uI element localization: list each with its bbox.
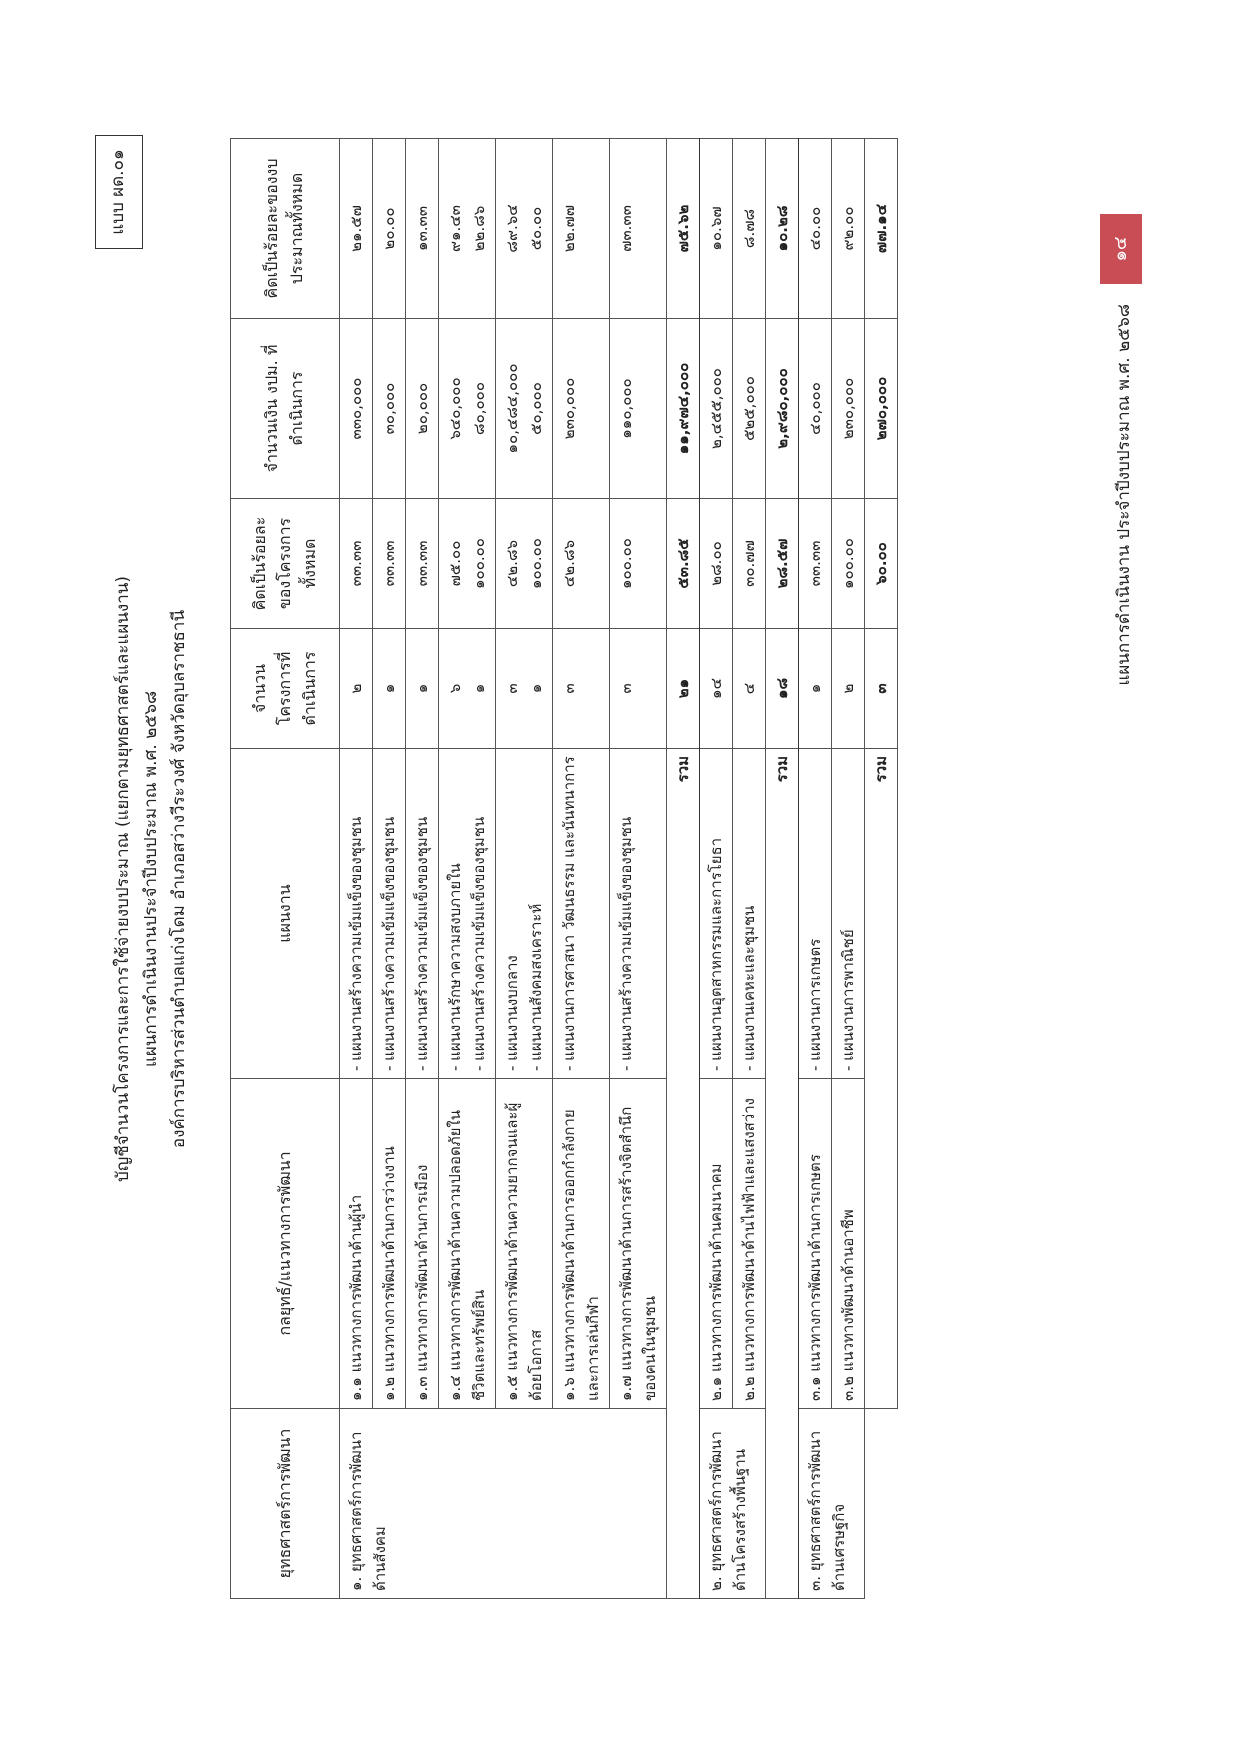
- count-pct-cell: ๗๕.๐๐ ๑๐๐.๐๐: [439, 499, 496, 629]
- table-row: [700, 139, 733, 1599]
- count-pct-cell: ๑๐๐.๐๐: [832, 499, 865, 629]
- count-cell: ๓: [553, 629, 610, 749]
- count-cell: ๒: [340, 629, 373, 749]
- plan-line: - แผนงานรักษาความสงบภายใน: [446, 863, 464, 1071]
- plan-cell: - แผนงานเคหะและชุมชน: [733, 749, 766, 1079]
- subtotal-budget-pct: ๗๗.๑๔: [865, 139, 898, 319]
- plan-cell: - แผนงานสร้างความเข้มแข็งของชุมชน: [406, 749, 439, 1079]
- count-cell: ๑: [406, 629, 439, 749]
- col-header-count-pct: คิดเป็นร้อยละของโครงการทั้งหมด: [231, 499, 340, 629]
- table-header-row: [231, 139, 340, 1599]
- count-pct-cell: ๔๒.๘๖: [553, 499, 610, 629]
- approach-cell: ๑.๕ แนวทางการพัฒนาด้านความยากจนและผู้ด้อยโอกาส: [496, 1079, 553, 1409]
- budget-cell: ๒๐,๐๐๐: [406, 319, 439, 499]
- plan-cell: [496, 749, 553, 1079]
- plan-cell: - แผนงานสร้างความเข้มแข็งของชุมชน: [340, 749, 373, 1079]
- strategy-cell: ๓. ยุทธศาสตร์การพัฒนาด้านเศรษฐกิจ: [799, 1409, 865, 1599]
- table-row: [439, 139, 496, 1599]
- approach-cell: ๓.๑ แนวทางการพัฒนาด้านการเกษตร: [799, 1079, 832, 1409]
- budget-cell: ๑๐,๔๘๔,๐๐๐ ๕๐,๐๐๐: [496, 319, 553, 499]
- subtotal-label: รวม: [865, 749, 898, 1409]
- count-pct-cell: ๔๒.๘๖ ๑๐๐.๐๐: [496, 499, 553, 629]
- subtotal-count: ๑๘: [766, 629, 799, 749]
- budget-cell: ๒๓๐,๐๐๐: [553, 319, 610, 499]
- approach-cell: ๑.๖ แนวทางการพัฒนาด้านการออกกำลังกายและการเล่นกีฬา: [553, 1079, 610, 1409]
- budget-pct-cell: ๒๑.๕๗: [340, 139, 373, 319]
- organization-line: องค์การบริหารส่วนตำบลแก่งโดม อำเภอสว่างวีระวงศ์ จังหวัดอุบลราชธานี: [169, 609, 189, 1149]
- approach-cell: ๑.๔ แนวทางการพัฒนาด้านความปลอดภัยในชีวิตและทรัพย์สิน: [439, 1079, 496, 1409]
- page-footer: แผนการดำเนินงาน ประจำปีงบประมาณ พ.ศ. ๒๕๖๘: [1114, 304, 1134, 686]
- approach-cell: ๑.๒ แนวทางการพัฒนาด้านการว่างงาน: [373, 1079, 406, 1409]
- col-header-budget: จำนวนเงิน งปม. ที่ดำเนินการ: [231, 319, 340, 499]
- subtotal-count-pct: ๖๐.๐๐: [865, 499, 898, 629]
- approach-cell: ๑.๓ แนวทางการพัฒนาด้านการเมือง: [406, 1079, 439, 1409]
- count-pct-cell: ๒๘.๐๐: [700, 499, 733, 629]
- budget-cell: ๒,๔๕๕,๐๐๐: [700, 319, 733, 499]
- plan-cell: [439, 749, 496, 1079]
- approach-cell: ๒.๑ แนวทางการพัฒนาด้านคมนาคม: [700, 1079, 733, 1409]
- project-summary-table: [230, 138, 898, 1599]
- count-cell: ๓ ๑: [496, 629, 553, 749]
- subtotal-count-pct: ๒๘.๕๗: [766, 499, 799, 629]
- subtotal-label: รวม: [667, 749, 700, 1599]
- plan-cell: - แผนงานการพาณิชย์: [832, 749, 865, 1079]
- budget-pct-cell: ๗๓.๓๓: [610, 139, 667, 319]
- count-cell: ๖ ๑: [439, 629, 496, 749]
- table-row: [373, 139, 406, 1599]
- document-title: บัญชีจำนวนโครงการและการใช้จ่ายงบประมาณ (แยกตามยุทธศาสตร์และแผนงาน): [113, 575, 133, 1183]
- subtotal-budget: ๒,๙๘๐,๐๐๐: [766, 319, 799, 499]
- budget-pct-cell: ๒๐.๐๐: [373, 139, 406, 319]
- page-number-badge: ๑๔: [1100, 214, 1142, 284]
- subtotal-budget: ๒๗๐,๐๐๐: [865, 319, 898, 499]
- subtotal-budget: ๑๑,๙๗๔,๐๐๐: [667, 319, 700, 499]
- budget-pct-cell: ๘.๗๘: [733, 139, 766, 319]
- budget-pct-cell: ๑๐.๖๗: [700, 139, 733, 319]
- table-row: [733, 139, 766, 1599]
- subtotal-budget-pct: ๑๐.๒๘: [766, 139, 799, 319]
- budget-pct-cell: ๘๙.๖๔ ๕๐.๐๐: [496, 139, 553, 319]
- subtotal-row: [667, 139, 700, 1599]
- budget-cell: ๓๐,๐๐๐: [373, 319, 406, 499]
- budget-pct-cell: ๑๓.๓๓: [406, 139, 439, 319]
- subtotal-count-pct: ๕๓.๘๕: [667, 499, 700, 629]
- budget-pct-cell: ๔๐.๐๐: [799, 139, 832, 319]
- approach-cell: ๒.๒ แนวทางการพัฒนาด้านไฟฟ้าและแสงสว่าง: [733, 1079, 766, 1409]
- subtotal-label: รวม: [766, 749, 799, 1599]
- table-row: [832, 139, 865, 1599]
- count-pct-cell: ๓๐.๗๗: [733, 499, 766, 629]
- col-header-approach: กลยุทธ์/แนวทางการพัฒนา: [231, 1079, 340, 1409]
- table-row: [340, 139, 373, 1599]
- count-pct-cell: ๓๓.๓๓: [799, 499, 832, 629]
- subtotal-row: [766, 139, 799, 1599]
- count-cell: ๔: [733, 629, 766, 749]
- table-row: [799, 139, 832, 1599]
- plan-line: - แผนงานสังคมสงเคราะห์: [527, 903, 545, 1071]
- approach-cell: ๓.๒ แนวทางพัฒนาด้านอาชีพ: [832, 1079, 865, 1409]
- plan-line: - แผนงานงบกลาง: [503, 955, 521, 1071]
- plan-cell: - แผนงานสร้างความเข้มแข็งของชุมชน: [373, 749, 406, 1079]
- col-header-plan: แผนงาน: [231, 749, 340, 1079]
- document-subtitle: แผนการดำเนินงานประจำปีงบประมาณ พ.ศ. ๒๕๖๘: [141, 690, 161, 1068]
- count-cell: ๒: [832, 629, 865, 749]
- table-row: [610, 139, 667, 1599]
- budget-pct-cell: ๒๒.๗๗: [553, 139, 610, 319]
- budget-cell: ๖๔๐,๐๐๐ ๘๐,๐๐๐: [439, 319, 496, 499]
- budget-cell: ๑๑๐,๐๐๐: [610, 319, 667, 499]
- subtotal-count: ๓: [865, 629, 898, 749]
- count-cell: ๓: [610, 629, 667, 749]
- form-code: แบบ ผด.๐๑: [95, 135, 143, 249]
- count-cell: ๑๔: [700, 629, 733, 749]
- subtotal-count: ๒๑: [667, 629, 700, 749]
- count-cell: ๑: [373, 629, 406, 749]
- plan-cell: - แผนงานอุตสาหกรรมและการโยธา: [700, 749, 733, 1079]
- plan-cell: - แผนงานสร้างความเข้มแข็งของชุมชน: [610, 749, 667, 1079]
- strategy-cell: ๒. ยุทธศาสตร์การพัฒนาด้านโครงสร้างพื้นฐาน: [700, 1409, 766, 1599]
- budget-pct-cell: ๙๒.๐๐: [832, 139, 865, 319]
- strategy-cell: ๑. ยุทธศาสตร์การพัฒนาด้านสังคม: [340, 1409, 667, 1599]
- subtotal-budget-pct: ๗๕.๖๒: [667, 139, 700, 319]
- count-pct-cell: ๓๓.๓๓: [340, 499, 373, 629]
- count-pct-cell: ๓๓.๓๓: [406, 499, 439, 629]
- table-row: [496, 139, 553, 1599]
- budget-pct-cell: ๙๑.๔๓ ๒๒.๘๖: [439, 139, 496, 319]
- budget-cell: ๔๐,๐๐๐: [799, 319, 832, 499]
- count-pct-cell: ๓๓.๓๓: [373, 499, 406, 629]
- approach-cell: ๑.๗ แนวทางการพัฒนาด้านการสร้างจิตสำนึกของคนในชุมชน: [610, 1079, 667, 1409]
- count-cell: ๑: [799, 629, 832, 749]
- table-row: [406, 139, 439, 1599]
- approach-cell: ๑.๑ แนวทางการพัฒนาด้านผู้นำ: [340, 1079, 373, 1409]
- count-pct-cell: ๑๐๐.๐๐: [610, 499, 667, 629]
- table-row: [553, 139, 610, 1599]
- plan-cell: - แผนงานการเกษตร: [799, 749, 832, 1079]
- budget-cell: ๒๓๐,๐๐๐: [832, 319, 865, 499]
- subtotal-row: [865, 139, 898, 1599]
- budget-cell: ๕๒๕,๐๐๐: [733, 319, 766, 499]
- col-header-strategy: ยุทธศาสตร์การพัฒนา: [231, 1409, 340, 1599]
- plan-cell: - แผนงานการศาสนา วัฒนธรรม และนันทนาการ: [553, 749, 610, 1079]
- budget-cell: ๓๓๐,๐๐๐: [340, 319, 373, 499]
- col-header-count: จำนวนโครงการที่ดำเนินการ: [231, 629, 340, 749]
- plan-line: - แผนงานสร้างความเข้มแข็งของชุมชน: [470, 816, 488, 1071]
- col-header-budget-pct: คิดเป็นร้อยละของงบประมาณทั้งหมด: [231, 139, 340, 319]
